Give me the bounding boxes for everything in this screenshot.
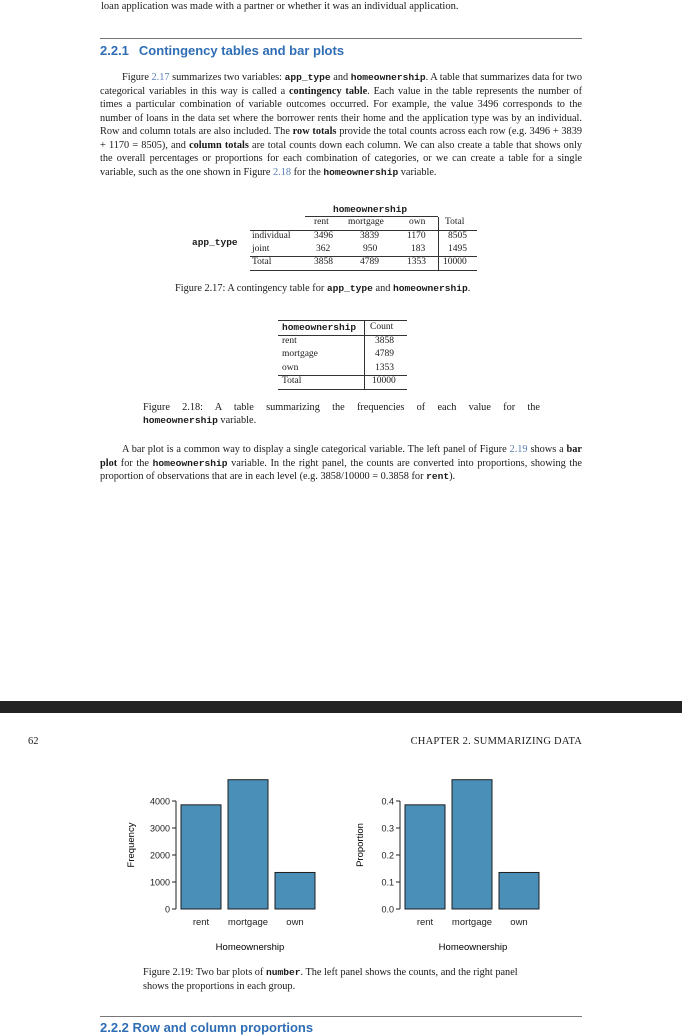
y-tick-label: 1000 [149,877,170,888]
y-tick-label: 0.3 [381,823,394,834]
bar-mortgage [452,780,492,909]
col-header: rent [314,217,329,227]
col-header: Total [445,217,465,227]
table-cell: 362 [316,244,331,254]
figure-ref-link[interactable]: 2.19 [509,444,528,455]
bar-own [275,872,315,909]
freq-row-label: Total [282,376,302,386]
freq-cell: 3858 [375,336,394,346]
table-cell: 3839 [360,231,379,241]
x-tick-label: rent [192,917,210,928]
row-label: Total [252,257,272,267]
row-label: individual [252,231,291,241]
col-var-label: homeownership [333,204,408,215]
x-tick-label: rent [416,917,434,928]
table-cell: 1495 [448,244,467,254]
x-tick-label: mortgage [451,917,493,928]
row-label: joint [252,244,270,254]
bar-rent [405,805,445,909]
x-axis-label: Homeownership [438,942,508,953]
paragraph-bar-plot: A bar plot is a common way to display a single categorical variable. The left panel of Figure 2.19 shows a bar plot for the homeownership variable. In the right panel, the counts are converted into proportions, showing the proportion of observations that are in each level (e.g. 3858/10000 = 0.3858 for rent). [100,444,582,482]
bar-mortgage [228,780,268,909]
figure-2-19-plots [0,713,682,963]
frequency-bar-chart [126,780,315,953]
col-header: own [409,217,426,227]
y-tick-label: 0.2 [381,850,394,861]
freq-header: homeownership [282,322,357,333]
y-tick-label: 0 [164,904,170,915]
page-separator [0,701,682,713]
section-title: Contingency tables and bar plots [138,43,345,58]
figure-2-18-caption-line2: homeownership variable. [143,415,257,426]
freq-row-label: own [282,363,299,373]
freq-row-label: rent [282,336,297,346]
y-tick-label: 2000 [149,850,170,861]
col-header: mortgage [348,217,384,227]
y-tick-label: 4000 [149,796,170,807]
y-tick-label: 0.0 [381,904,394,915]
table-cell: 8505 [448,231,467,241]
figure-2-17-caption: Figure 2.17: A contingency table for app_type and homeownership. [175,283,471,294]
figure-ref-link[interactable]: 2.17 [151,72,170,83]
next-section-heading: 2.2.2 Row and column proportions [100,1020,314,1035]
frequency-table [0,0,682,400]
page-bottom [0,713,682,1035]
table-cell: 3496 [314,231,333,241]
x-tick-label: own [510,917,528,928]
y-axis-label: Proportion [355,823,366,867]
freq-cell: 10000 [372,376,396,386]
freq-row-label: mortgage [282,349,318,359]
figure-ref-link[interactable]: 2.18 [273,166,292,178]
table-cell: 950 [363,244,378,254]
table-cell: 183 [411,244,426,254]
freq-header: Count [370,322,394,332]
y-axis-label: Frequency [126,822,137,868]
table-cell: 3858 [314,257,333,267]
table-cell: 1170 [407,231,426,241]
x-axis-label: Homeownership [215,942,285,953]
page-number: 62 [28,736,39,747]
y-tick-label: 3000 [149,823,170,834]
figure-2-18-caption-line1: Figure 2.18: A table summarizing the frequencies of each value for the [143,402,540,413]
row-var-label: app_type [192,237,238,248]
table-cell: 10000 [443,257,467,267]
top-text-line: loan application was made with a partner or whether it was an individual application. [101,1,459,12]
running-head: CHAPTER 2. SUMMARIZING DATA [410,736,582,747]
proportion-bar-chart [355,780,539,953]
paragraph-contingency: Figure 2.17 summarizes two variables: app_type and homeownership. A table that summarizes data for two categorical variables in this way is called a contingency table. Each value in the table represents the number of times a particular combination of variable outcomes occurred. For example, the value 3496 corresponds to the number of loans in the data set where the borrower rents their home and the application type was by an individual. Row and column totals are also included. The row totals provide the total counts across each row (e.g. 3496 + 3839 + 1170 = 8505), and column totals are total counts down each column. We can also create a table that shows only the overall percentages or proportions for each combination of categories, or we can create a table for a single variable, such as the one shown in Figure 2.18 for the homeownership variable. [100,72,582,178]
y-tick-label: 0.1 [381,877,394,888]
figure-2-19-caption: Figure 2.19: Two bar plots of number. The left panel shows the counts, and the right panel shows the proportions in each group. [143,967,518,992]
table-cell: 1353 [407,257,426,267]
bar-own [499,872,539,909]
x-tick-label: own [286,917,304,928]
freq-cell: 4789 [375,349,394,359]
section-number: 2.2.1 [100,43,129,58]
y-tick-label: 0.4 [381,796,394,807]
x-tick-label: mortgage [227,917,269,928]
table-cell: 4789 [360,257,379,267]
bar-rent [181,805,221,909]
next-section-rule [100,1016,582,1017]
freq-cell: 1353 [375,363,394,373]
